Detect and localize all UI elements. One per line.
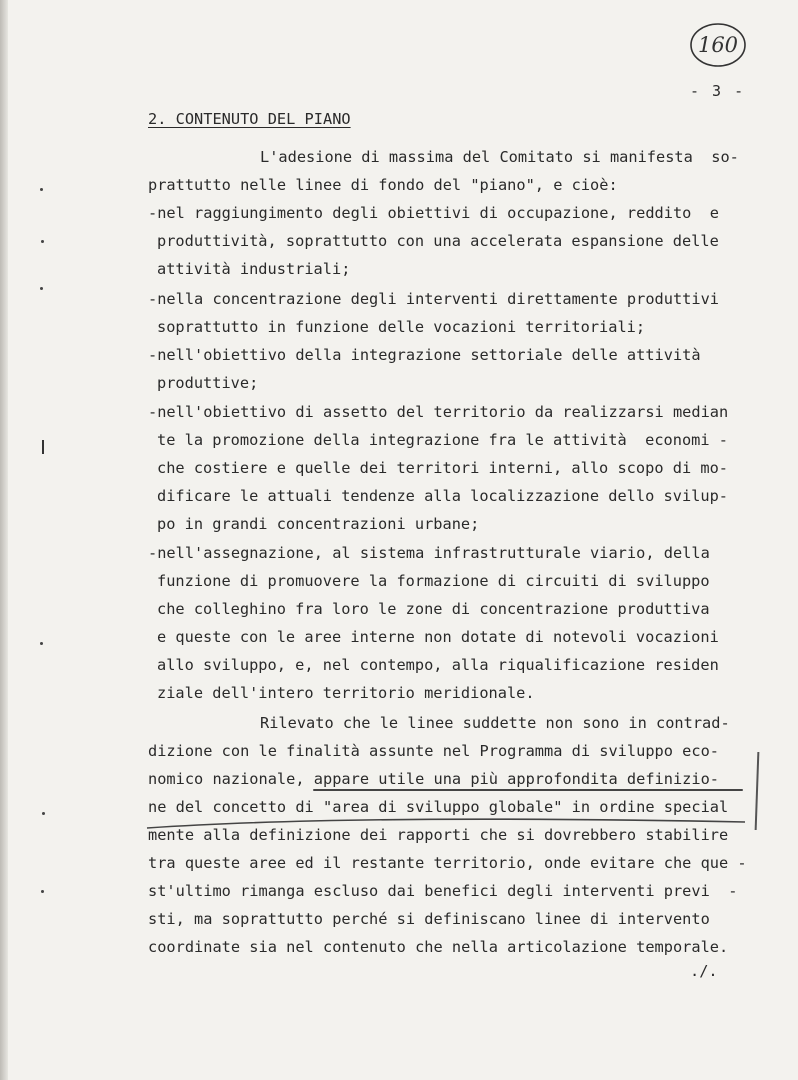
text-line: dizione con le finalità assunte nel Programma di sviluppo eco- [148,742,719,760]
text-line: produttive; [157,374,259,392]
text-line: sti, ma soprattutto perché si definiscano linee di intervento [148,910,710,928]
text-line: -nell'obiettivo di assetto del territorio da realizzarsi median [148,403,729,421]
paper-speck [40,642,43,645]
text-line: che costiere e quelle dei territori interni, allo scopo di mo- [157,459,728,477]
text-line: L'adesione di massima del Comitato si manifesta so- [260,148,739,166]
pen-underline [313,789,743,791]
text-line: -nell'assegnazione, al sistema infrastrutturale viario, della [148,544,710,562]
text-line: allo sviluppo, e, nel contempo, alla riqualificazione residen [157,656,719,674]
text-line: Rilevato che le linee suddette non sono in contrad- [260,714,730,732]
paper-speck [40,287,43,290]
text-line: st'ultimo rimanga escluso dai benefici degli interventi previ - [148,882,738,900]
page-edge [0,0,8,1080]
handwritten-page-stamp [688,20,748,70]
text-line: prattutto nelle linee di fondo del "piano", e cioè: [148,176,618,194]
text-line: mente alla definizione dei rapporti che si dovrebbero stabilire [148,826,729,844]
section-heading: 2. CONTENUTO DEL PIANO [148,110,351,128]
page-number: - 3 - [690,82,746,100]
stamp-number: 160 [697,33,739,57]
paper-speck [41,240,44,243]
text-line: nomico nazionale, appare utile una più approfondita definizio- [148,770,719,788]
continuation-mark: ./. [690,962,718,980]
text-line: attività industriali; [157,260,351,278]
text-line: produttività, soprattutto con una accelerata espansione delle [157,232,719,250]
text-line: -nell'obiettivo della integrazione settoriale delle attività [148,346,701,364]
text-line: che colleghino fra loro le zone di concentrazione produttiva [157,600,710,618]
text-line: coordinate sia nel contenuto che nella articolazione temporale. [148,938,729,956]
margin-pen-mark [755,752,760,830]
text-line: e queste con le aree interne non dotate di notevoli vocazioni [157,628,719,646]
text-line: dificare le attuali tendenze alla localizzazione dello svilup- [157,487,728,505]
paper-speck [40,188,43,191]
text-line: te la promozione della integrazione fra le attività economi - [157,431,728,449]
pen-underline-curve [145,806,750,836]
text-line: ziale dell'intero territorio meridionale. [157,684,535,702]
text-line: po in grandi concentrazioni urbane; [157,515,480,533]
text-line: -nella concentrazione degli interventi direttamente produttivi [148,290,719,308]
margin-tick [42,440,44,454]
text-line: tra queste aree ed il restante territorio, onde evitare che que - [148,854,747,872]
text-line: soprattutto in funzione delle vocazioni territoriali; [157,318,646,336]
text-line: ne del concetto di "area di sviluppo globale" in ordine special [148,798,729,816]
text-line: funzione di promuovere la formazione di circuiti di sviluppo [157,572,710,590]
text-line: -nel raggiungimento degli obiettivi di occupazione, reddito e [148,204,719,222]
paper-speck [41,890,44,893]
paper-speck [42,812,45,815]
